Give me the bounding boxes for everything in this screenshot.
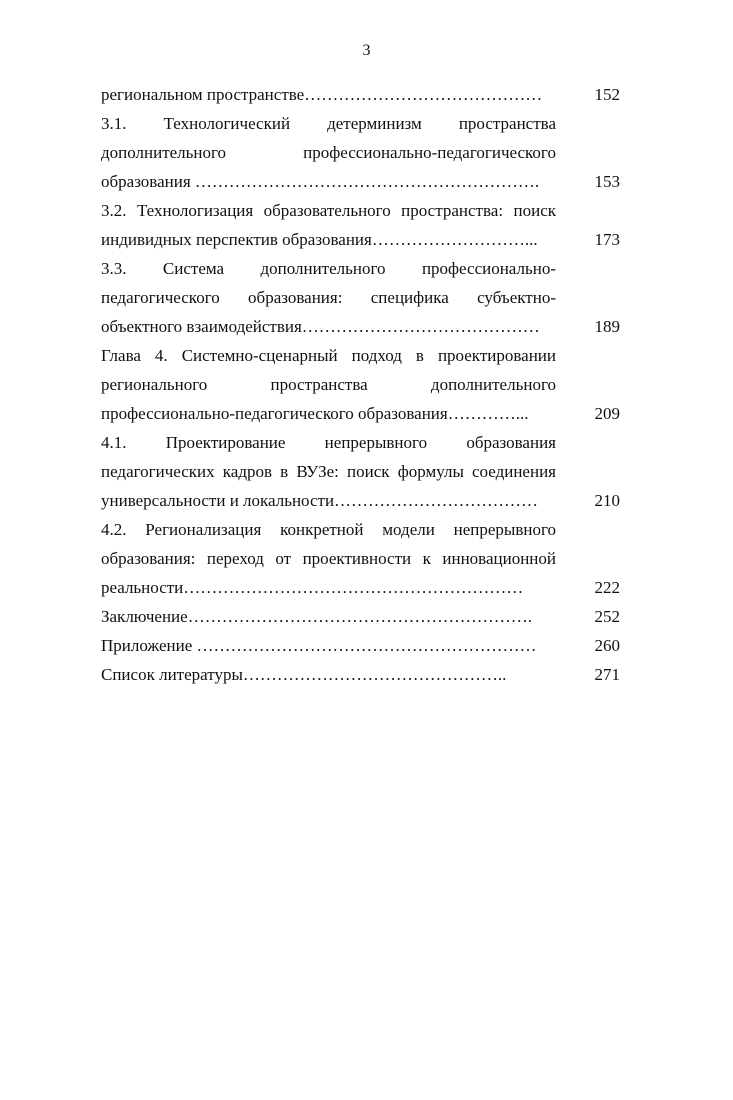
toc-entry-line: универсальности и локальности………………………………: [101, 491, 539, 510]
toc-entry-title: [101, 428, 556, 515]
toc-entry-title: [101, 631, 556, 660]
toc-entry-title: [101, 196, 556, 254]
toc-entry: [101, 109, 620, 196]
toc-entry-page-number: 210: [594, 491, 620, 510]
toc-entry: [101, 515, 620, 602]
toc-entry-line: образования …………………………………………………….: [101, 172, 540, 191]
toc-entry-title: [101, 602, 556, 631]
toc-entry-line: Глава 4. Системно-сценарный подход в проектировании: [101, 346, 556, 365]
toc-entry-line: педагогических кадров в ВУЗе: поиск формулы соединения: [101, 462, 556, 481]
toc-entry-line: педагогического образования: специфика субъектно-: [101, 288, 556, 307]
toc-entry: [101, 631, 620, 660]
toc-entry-line: Приложение ……………………………………………………: [101, 636, 537, 655]
toc-entry-line: 3.3. Система дополнительного профессионально-: [101, 259, 556, 278]
toc-entry-line: 4.2. Регионализация конкретной модели непрерывного: [101, 520, 556, 539]
toc-entry-title: [101, 341, 556, 428]
toc-entry-line: региональном пространстве……………………………………: [101, 85, 543, 104]
toc-entry: [101, 341, 620, 428]
page-number: 3: [362, 42, 371, 59]
toc-entry-line: объектного взаимодействия……………………………………: [101, 317, 540, 336]
toc-entry-line: Заключение…………………………………………………….: [101, 607, 532, 626]
toc-entry-line: профессионально-педагогического образования…………...: [101, 404, 529, 423]
toc-entry-page-number: 189: [594, 317, 620, 336]
toc-entry-title: [101, 515, 556, 602]
toc-entry-line: реальности……………………………………………………: [101, 578, 524, 597]
toc-entry-page-number: 271: [594, 665, 620, 684]
toc-entry-page-number: 173: [594, 230, 620, 249]
toc-entry-line: образования: переход от проективности к инновационной: [101, 549, 556, 568]
toc-entry-page-number: 222: [594, 578, 620, 597]
toc-entry-title: [101, 109, 556, 196]
toc-entry-page-number: 252: [594, 607, 620, 626]
toc-entry: [101, 254, 620, 341]
toc-entry: [101, 602, 620, 631]
toc-entry-title: [101, 80, 556, 109]
toc-entry-title: [101, 254, 556, 341]
toc-entry-page-number: 260: [594, 636, 620, 655]
toc-entry-page-number: 153: [594, 172, 620, 191]
toc-entry-line: 4.1. Проектирование непрерывного образования: [101, 433, 556, 452]
toc-entry-page-number: 152: [594, 85, 620, 104]
toc-entry: [101, 80, 620, 109]
toc-entry-line: Список литературы………………………………………..: [101, 665, 507, 684]
toc-entry-line: дополнительного профессионально-педагогического: [101, 143, 556, 162]
toc-entry-line: 3.1. Технологический детерминизм пространства: [101, 114, 556, 133]
toc-entry: [101, 196, 620, 254]
toc-entry-title: [101, 660, 556, 689]
toc-entry-line: 3.2. Технологизация образовательного пространства: поиск: [101, 201, 556, 220]
table-of-contents: [101, 80, 620, 689]
toc-entry: [101, 660, 620, 689]
toc-entry-line: регионального пространства дополнительного: [101, 375, 556, 394]
toc-entry-line: индивидных перспектив образования………………………...: [101, 230, 538, 249]
toc-entry: [101, 428, 620, 515]
toc-entry-page-number: 209: [594, 404, 620, 423]
